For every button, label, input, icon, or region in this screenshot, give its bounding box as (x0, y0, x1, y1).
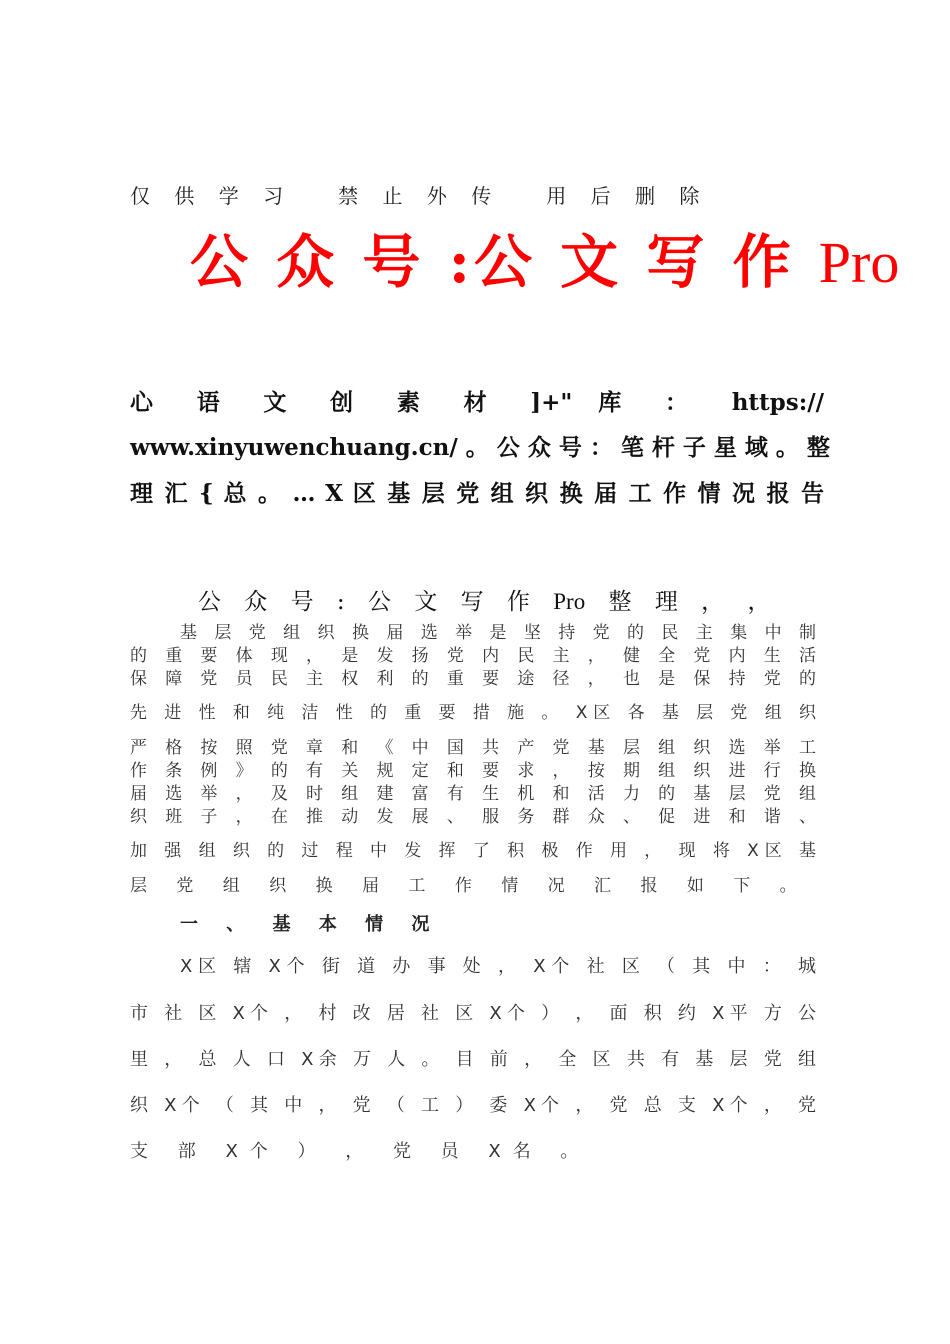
brand-title-pro: Pro (818, 230, 900, 295)
notice-text: 仅 供 学 习 禁 止 外 传 用 后 删 除 (130, 184, 709, 208)
headline-line-1: 心 语 文 创 素 材 ]+" 库 ： https:// (130, 389, 824, 416)
body-line: 层 党 组 织 换 届 工 作 情 况 汇 报 如 下 。 (130, 876, 809, 896)
body-line: 先 进 性 和 纯 洁 性 的 重 要 措 施 。 X区 各 基 层 党 组 织 (130, 703, 816, 723)
body-line: 织 班 子 ， 在 推 动 发 展 、 服 务 群 众 、 促 进 和 谐 、 (130, 807, 816, 827)
body-line: 保 障 党 员 民 主 权 利 的 重 要 途 径 ， 也 是 保 持 党 的 (130, 669, 816, 689)
body-line: 届 选 举 ， 及 时 组 建 富 有 生 机 和 活 力 的 基 层 党 组 (130, 784, 816, 804)
subhead-prefix: 公 众 号 : 公 文 写 作 (198, 589, 554, 615)
body-line: 严 格 按 照 党 章 和 《 中 国 共 产 党 基 层 组 织 选 举 工 (130, 738, 816, 758)
brand-title-prefix: 公 众 号 :公 文 写 作 (190, 228, 819, 296)
section-heading: 一 、 基 本 情 况 (180, 914, 441, 935)
subhead-suffix: 整 理 ， ， (593, 589, 779, 615)
body-line: 基 层 党 组 织 换 届 选 举 是 坚 持 党 的 民 主 集 中 制 (180, 623, 816, 643)
body-line: 的 重 要 体 现 ， 是 发 扬 党 内 民 主 ， 健 全 党 内 生 活 (130, 646, 816, 666)
brand-title (190, 222, 899, 303)
section-line: 支 部 X个 ） ， 党 员 X名 。 (130, 1141, 591, 1162)
subhead-pro: Pro (553, 589, 586, 614)
section-line: 里 ， 总 人 口 X余 万 人 。 目 前 ， 全 区 共 有 基 层 党 组 (130, 1049, 816, 1070)
section-line: X区 辖 X个 街 道 办 事 处 ， X个 社 区 （ 其 中 ： 城 (180, 956, 816, 977)
body-line: 加 强 组 织 的 过 程 中 发 挥 了 积 极 作 用 ， 现 将 X区 基 (130, 841, 816, 861)
body-line: 作 条 例 》 的 有 关 规 定 和 要 求 ， 按 期 组 织 进 行 换 (130, 761, 816, 781)
subhead (198, 583, 778, 616)
section-line: 市 社 区 X个 ， 村 改 居 社 区 X个 ） ， 面 积 约 X平 方 公 (130, 1003, 816, 1024)
section-line: 织 X个 （ 其 中 ， 党 （ 工 ） 委 X个 ， 党 总 支 X个 ， 党 (130, 1095, 816, 1116)
headline-line-3: 理 汇 { 总 。 … X 区 基 层 党 组 织 换 届 工 作 情 况 报 告 (130, 480, 824, 507)
headline-line-2: www.xinyuwenchuang.cn/ 。 公 众 号 ： 笔 杆 子 星 域 。 整 (130, 434, 830, 461)
